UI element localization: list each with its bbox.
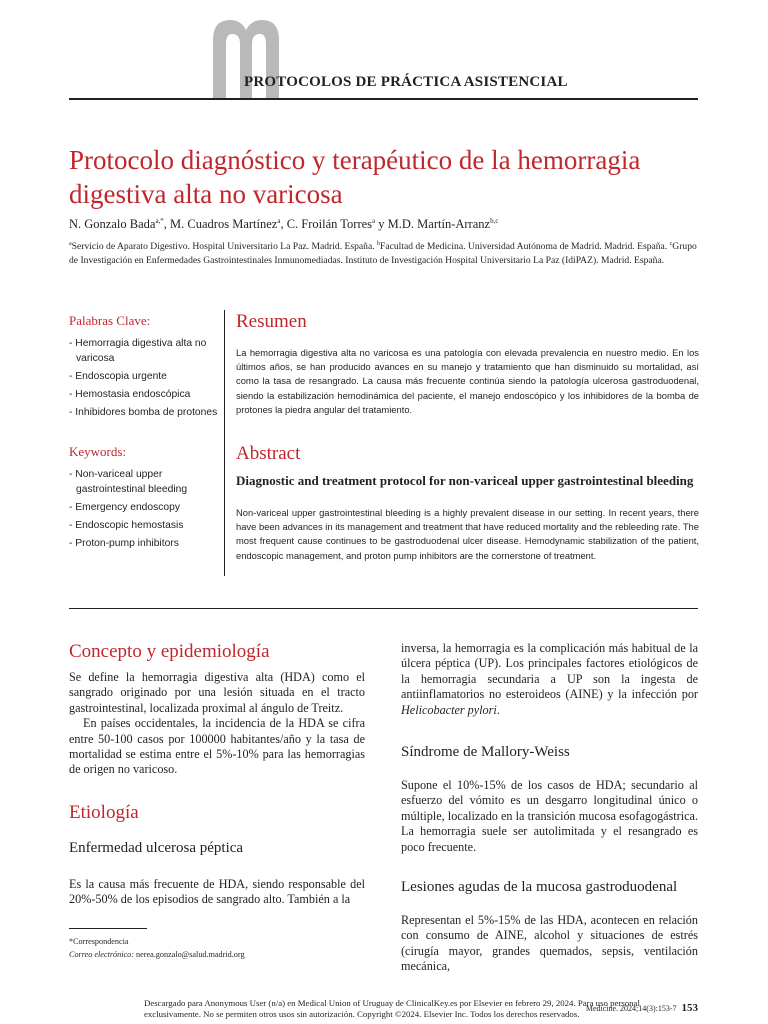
keyword-item: - Proton-pump inhibitors (69, 538, 179, 549)
author-affiliation-mark: a (372, 217, 376, 225)
ulcera-subheading: Enfermedad ulcerosa péptica (69, 840, 244, 856)
section-rule (69, 608, 698, 609)
palabras-clave-label: Palabras Clave: (69, 313, 151, 328)
keyword-item: - Emergency endoscopy (69, 502, 181, 513)
affiliations (69, 237, 698, 268)
concepto-paragraph-1: Se define la hemorragia digestiva alta (HDA) como el sangrado originado por una lesión situada en el tracto gastrointestinal, localizada proximal al ángulo de Treitz. (69, 670, 365, 715)
author-affiliation-mark: a,* (155, 217, 164, 225)
author-name: C. Froilán Torres (286, 217, 373, 232)
affiliation-mark: c (669, 241, 673, 247)
author-name: N. Gonzalo Bada (69, 217, 156, 232)
resumen-heading: Resumen (236, 311, 307, 332)
author-affiliation-mark: a (277, 217, 281, 225)
palabra-clave-item: - Hemorragia digestiva alta no varicosa (69, 338, 207, 364)
etiologia-heading: Etiología (69, 802, 139, 823)
section-label: PROTOCOLOS DE PRÁCTICA ASISTENCIAL (244, 74, 568, 90)
resumen-text: La hemorragia digestiva alta no varicosa es una patología con elevada prevalencia en nuestro medio. En los últimos años, se han producido avances en su manejo y tratamiento que han disminuido su mortalidad, así como la tasa de resangrado. La causa más frecuente continúa siendo la patología ulcerosa gastroduodenal, siendo la estabilización hemodinámica del paciente, el manejo endoscópico y los inhibidores de la bomba de protones la piedra angular del tratamiento. (236, 347, 699, 415)
palabra-clave-item: - Inhibidores bomba de protones (69, 407, 218, 418)
mallory-weiss-heading: Síndrome de Mallory-Weiss (401, 744, 570, 760)
continuation-text: inversa, la hemorragia es la complicación más habitual de la úlcera péptica (UP). Los principales factores etiológicos de la hemorragia secundaria a UP son la ingesta de antiinflamatorios no esteroideos (AINE) y la infección por (401, 641, 698, 702)
mallory-weiss-text: Supone el 10%-15% de los casos de HDA; secundario al esfuerzo del vómito es un desgarro longitudinal único o múltiple, localizado en la transición mucosa esofagogástrica. La hemorragia suele ser autolimitada y el resangrado es poco frecuente. (401, 778, 698, 854)
keyword-item: - Non-variceal upper gastrointestinal bleeding (69, 469, 188, 495)
author-name: M.D. Martín-Arranz (387, 217, 491, 232)
citation: Medicine. 2024;14(3):153-7 (585, 1004, 677, 1013)
affiliation-mark: a (69, 241, 72, 247)
affiliation-text: Facultad de Medicina. Universidad Autónoma de Madrid. Madrid. España. (380, 241, 670, 253)
abstract-heading: Abstract (236, 443, 301, 464)
palabras-clave-box (69, 313, 219, 423)
palabra-clave-item: - Endoscopia urgente (69, 371, 167, 382)
footnote-email[interactable]: nerea.gonzalo@salud.madrid.org (133, 950, 245, 959)
page-number: 153 (681, 1002, 698, 1014)
affiliation-text: Grupo de Investigación en Enfermedades Gastrointestinales Inmunomediadas. Instituto de Investigación Hospital Universitario La Paz (IdiPAZ). Madrid. España. (69, 241, 697, 267)
continuation-italic: Helicobacter pylori (401, 702, 497, 717)
lesiones-text: Representan el 5%-15% de las HDA, acontecen en relación con consumo de AINE, alcohol y situaciones de estrés (cirugía mayor, grandes quemados, sepsis, ventilación mecánica, (401, 913, 698, 974)
right-column-continuation (401, 641, 698, 718)
footnote (69, 935, 369, 961)
footnote-rule (69, 928, 147, 929)
footnote-email-line (69, 948, 369, 961)
ulcera-text: Es la causa más frecuente de HDA, siendo responsable del 20%-50% de los episodios de sangrado alto. También a la (69, 877, 365, 907)
concepto-heading: Concepto y epidemiología (69, 641, 270, 662)
abstract-subtitle: Diagnostic and treatment protocol for non-variceal upper gastrointestinal bleeding (236, 473, 694, 488)
author-list: N. Gonzalo Bada$^{a,*}$, M. Cuadros Martínez$^a$, C. Froilán Torres$^a$ y M.D. Martín-Arranz$^{b,c}$ (69, 217, 499, 232)
keywords-box (69, 444, 219, 554)
affiliation-text: Servicio de Aparato Digestivo. Hospital Universitario La Paz. Madrid. España. (71, 241, 377, 253)
keywords-list (69, 467, 219, 551)
author-affiliation-mark: b,c (490, 217, 499, 225)
continuation-end: . (496, 702, 500, 717)
footnote-email-label: Correo electrónico: (69, 950, 134, 959)
lesiones-heading: Lesiones agudas de la mucosa gastroduodenal (401, 879, 678, 895)
abstract-text: Non-variceal upper gastrointestinal bleeding is a highly prevalent disease in our setting. In recent years, there have been advances in its management and treatment that have reduced mortality and the rebleeding rate. The most frequent cause continues to be gastroduodenal ulcer disease. Hemodynamic stabilization of the patient, endoscopic management, and proton pump inhibitors are the cornerstone of treatment. (236, 507, 699, 561)
author-name: M. Cuadros Martínez (170, 217, 278, 232)
concepto-text (69, 670, 365, 778)
article-title: Protocolo diagnóstico y terapéutico de la hemorragia digestiva alta no varicosa (69, 145, 641, 209)
sidebar-divider (224, 310, 225, 576)
palabras-clave-list (69, 336, 219, 420)
keyword-item: - Endoscopic hemostasis (69, 520, 184, 531)
keywords-label: Keywords: (69, 444, 127, 459)
concepto-paragraph-2: En países occidentales, la incidencia de la HDA se cifra entre 50-100 casos por 100000 habitantes/año y la tasa de mortalidad se estima entre el 5%-10% para las hemorragias de origen no varicoso. (69, 716, 365, 777)
palabra-clave-item: - Hemostasia endoscópica (69, 389, 191, 400)
affiliation-mark: b (377, 241, 380, 247)
footnote-correspondence: *Correspondencia (69, 937, 129, 946)
download-note: Descargado para Anonymous User (n/a) en Medical Union of Uruguay de ClinicalKey.es por Elsevier en febrero 29, 2024. Para uso personal exclusivamente. No se permiten otros usos sin autorización. Copyright ©2024. Elsevier Inc. Todos los derechos reservados. (144, 998, 640, 1019)
header-rule (69, 98, 698, 100)
